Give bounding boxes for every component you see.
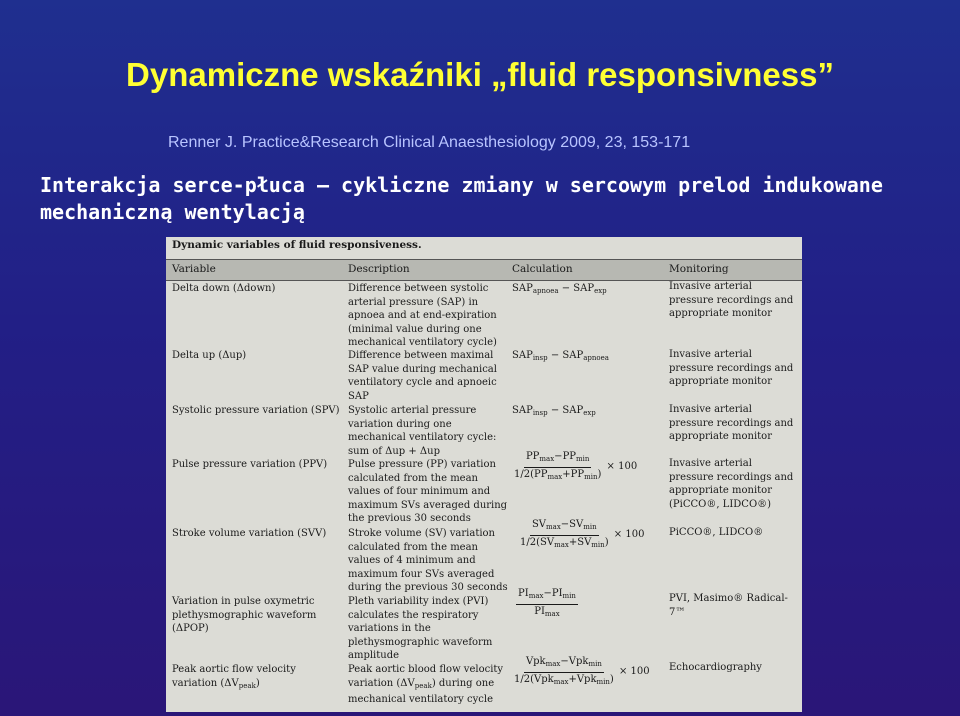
row-ppv-description: Pulse pressure (PP) variation calculated from the mean values of four minimum and maximum SVs averaged during the previous 30 seconds [348,459,508,525]
row-ppv-monitoring: Invasive arterial pressure recordings and appropriate monitor (PiCCO®, LIDCO®) [669,458,794,510]
row-svv-variable: Stroke volume variation (SVV) [172,528,327,539]
row-delta-up-description: Difference between maximal SAP value during mechanical ventilatory cycle and apnoeic SAP [348,350,497,402]
row-delta-down-variable: Delta down (Δdown) [172,283,276,294]
row-delta-down-description: Difference between systolic arterial pressure (SAP) in apnoea and at end-expiration (minimal value during one mechanical ventilatory cycle) [348,283,497,349]
row-peak-aortic-calculation: $\frac{Vpk_{max}-Vpk_{min}}{1/2(Vpk_{max}+Vpk_{min})}$ × 100 [514,656,650,686]
row-svv-monitoring: PiCCO®, LIDCO® [669,527,764,538]
row-spv-variable: Systolic pressure variation (SPV) [172,405,340,416]
row-pop-variable: Variation in pulse oxymetric plethysmographic waveform (ΔPOP) [172,596,317,635]
row-svv-description: Stroke volume (SV) variation calculated from the mean values of 4 minimum and maximum four SVs averaged during the previous 30 seconds [348,528,508,594]
row-peak-aortic-description: Peak aortic blood flow velocity variation $(\Delta V_{peak})$ during one mechanical ventilatory cycle [348,664,504,706]
row-spv-calculation: $SAP_{insp} - SAP_{exp}$ [512,405,596,417]
row-delta-up-monitoring: Invasive arterial pressure recordings and appropriate monitor [669,349,794,388]
row-delta-down-calculation: $SAP_{apnoea} - SAP_{exp}$ [512,283,607,295]
fluid-responsiveness-table [166,237,802,712]
row-svv-calculation: $\frac{SV_{max}-SV_{min}}{1/2(SV_{max}+SV_{min})}$ × 100 [520,519,645,549]
row-spv-monitoring: Invasive arterial pressure recordings and appropriate monitor [669,404,794,443]
row-delta-up-calculation: $SAP_{insp} - SAP_{apnoea}$ [512,350,609,362]
row-peak-aortic-variable: Peak aortic flow velocity variation $(\Delta V_{peak})$ [172,664,296,690]
citation: Renner J. Practice&Research Clinical Anaesthesiology 2009, 23, 153-171 [168,134,691,151]
row-peak-aortic-monitoring: Echocardiography [669,662,762,673]
header-description: Description [348,263,410,275]
row-pop-description: Pleth variability index (PVI) calculates the respiratory variations in the plethysmographic waveform amplitude [348,596,493,662]
header-calculation: Calculation [512,263,573,275]
row-spv-description: Systolic arterial pressure variation during one mechanical ventilatory cycle: sum of Δup + Δup [348,405,497,457]
row-delta-up-variable: Delta up (Δup) [172,350,247,361]
row-ppv-variable: Pulse pressure variation (PPV) [172,459,328,470]
table-caption: Dynamic variables of fluid responsiveness. [172,239,422,251]
row-pop-monitoring: PVI, Masimo® Radical-7™ [669,593,788,618]
slide-title: Dynamiczne wskaźniki „fluid responsivness” [126,56,834,93]
row-delta-down-monitoring: Invasive arterial pressure recordings and appropriate monitor [669,281,794,320]
header-variable: Variable [172,263,216,275]
table-header [166,259,802,281]
lead-text: Interakcja serce-płuca – cykliczne zmiany w sercowym prelod indukowane mechaniczną wentylacją [40,173,883,224]
row-ppv-calculation: $\frac{PP_{max}-PP_{min}}{1/2(PP_{max}+PP_{min})}$ × 100 [514,451,638,481]
header-monitoring: Monitoring [669,263,729,275]
row-pop-calculation: $\frac{PI_{max}-PI_{min}}{PI_{max}}$ [518,588,576,618]
